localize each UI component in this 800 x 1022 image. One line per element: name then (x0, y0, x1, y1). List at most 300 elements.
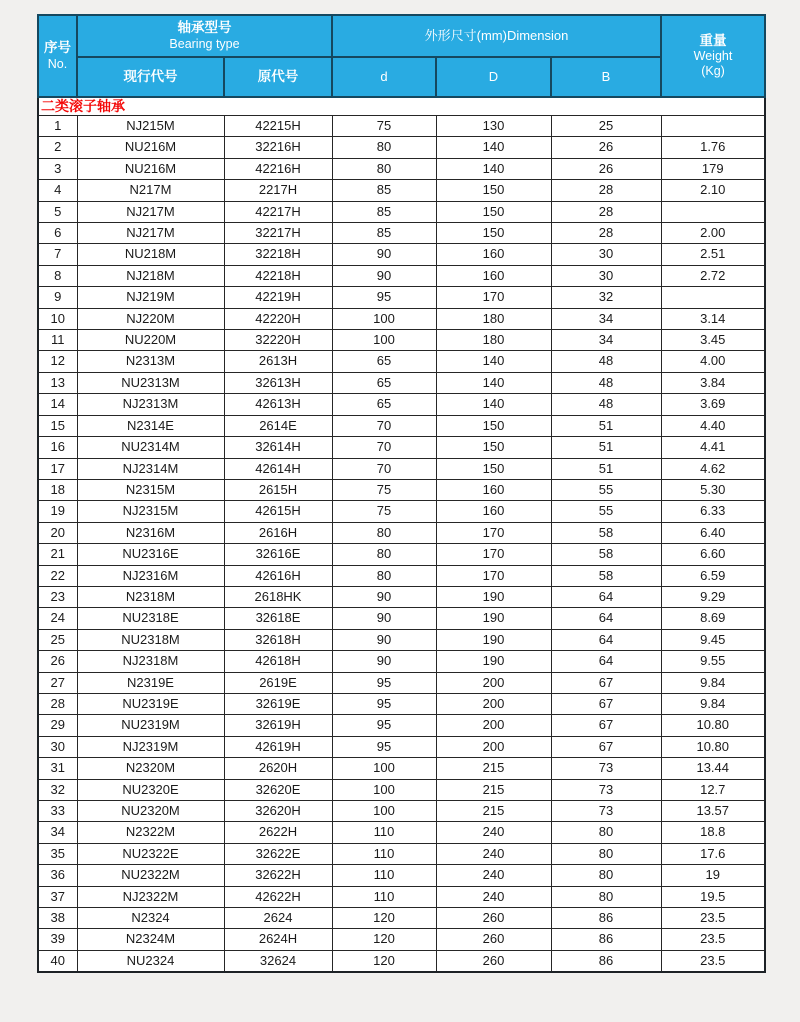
table-row (38, 950, 765, 972)
B-cell: 48 (551, 351, 661, 372)
D-cell: 140 (436, 158, 551, 179)
D-cell: 140 (436, 137, 551, 158)
d-cell: 120 (332, 908, 436, 929)
table-row (38, 437, 765, 458)
D-cell: 150 (436, 415, 551, 436)
no-cell: 31 (38, 758, 77, 779)
no-cell: 36 (38, 865, 77, 886)
D-cell: 150 (436, 437, 551, 458)
no-cell: 39 (38, 929, 77, 950)
current-code-cell: NU2320M (77, 801, 224, 822)
weight-cell: 17.6 (661, 843, 765, 864)
weight-cell: 9.55 (661, 651, 765, 672)
no-cell: 20 (38, 522, 77, 543)
old-code-cell: 2217H (224, 180, 332, 201)
B-cell: 26 (551, 137, 661, 158)
D-cell: 200 (436, 672, 551, 693)
B-cell: 32 (551, 287, 661, 308)
table-row (38, 651, 765, 672)
header-weight (661, 15, 765, 97)
current-code-cell: N2319E (77, 672, 224, 693)
current-code-cell: NJ2318M (77, 651, 224, 672)
no-cell: 16 (38, 437, 77, 458)
B-cell: 64 (551, 629, 661, 650)
header-weight-zh: 重量 (699, 32, 727, 48)
old-code-cell: 2620H (224, 758, 332, 779)
current-code-cell: NU2319E (77, 693, 224, 714)
old-code-cell: 42216H (224, 158, 332, 179)
current-code-cell: NJ2322M (77, 886, 224, 907)
D-cell: 190 (436, 608, 551, 629)
table-body (38, 97, 765, 972)
weight-cell: 23.5 (661, 929, 765, 950)
weight-cell: 3.69 (661, 394, 765, 415)
d-cell: 95 (332, 672, 436, 693)
B-cell: 58 (551, 522, 661, 543)
B-cell: 51 (551, 437, 661, 458)
old-code-cell: 2624 (224, 908, 332, 929)
D-cell: 180 (436, 330, 551, 351)
no-cell: 12 (38, 351, 77, 372)
B-cell: 58 (551, 565, 661, 586)
old-code-cell: 42615H (224, 501, 332, 522)
old-code-cell: 32613H (224, 372, 332, 393)
D-cell: 170 (436, 565, 551, 586)
no-cell: 24 (38, 608, 77, 629)
d-cell: 80 (332, 522, 436, 543)
weight-cell: 6.59 (661, 565, 765, 586)
no-cell: 38 (38, 908, 77, 929)
weight-cell: 2.00 (661, 223, 765, 244)
weight-cell: 18.8 (661, 822, 765, 843)
B-cell: 80 (551, 865, 661, 886)
old-code-cell: 2615H (224, 479, 332, 500)
B-cell: 64 (551, 608, 661, 629)
table-row (38, 351, 765, 372)
current-code-cell: N2316M (77, 522, 224, 543)
no-cell: 1 (38, 116, 77, 137)
current-code-cell: NU2313M (77, 372, 224, 393)
weight-cell: 4.41 (661, 437, 765, 458)
no-cell: 4 (38, 180, 77, 201)
no-cell: 29 (38, 715, 77, 736)
old-code-cell: 32618E (224, 608, 332, 629)
old-code-cell: 42219H (224, 287, 332, 308)
old-code-cell: 42619H (224, 736, 332, 757)
header-bearing-type-en: Bearing type (169, 36, 240, 51)
old-code-cell: 32620H (224, 801, 332, 822)
header-no (38, 15, 77, 97)
current-code-cell: NJ2316M (77, 565, 224, 586)
table-row (38, 908, 765, 929)
B-cell: 30 (551, 244, 661, 265)
table-row (38, 715, 765, 736)
header-bearing-type-zh: 轴承型号 (177, 20, 232, 36)
D-cell: 200 (436, 736, 551, 757)
weight-cell: 4.00 (661, 351, 765, 372)
d-cell: 85 (332, 201, 436, 222)
d-cell: 70 (332, 458, 436, 479)
table-row (38, 501, 765, 522)
old-code-cell: 42218H (224, 265, 332, 286)
B-cell: 86 (551, 929, 661, 950)
d-cell: 95 (332, 693, 436, 714)
d-cell: 65 (332, 394, 436, 415)
header-current-code: 现行代号 (77, 57, 224, 97)
B-cell: 73 (551, 779, 661, 800)
old-code-cell: 42217H (224, 201, 332, 222)
table-row (38, 458, 765, 479)
d-cell: 110 (332, 822, 436, 843)
old-code-cell: 42220H (224, 308, 332, 329)
weight-cell: 19 (661, 865, 765, 886)
current-code-cell: NU2318E (77, 608, 224, 629)
no-cell: 5 (38, 201, 77, 222)
d-cell: 85 (332, 223, 436, 244)
current-code-cell: NU2319M (77, 715, 224, 736)
no-cell: 26 (38, 651, 77, 672)
d-cell: 80 (332, 544, 436, 565)
d-cell: 70 (332, 437, 436, 458)
B-cell: 73 (551, 801, 661, 822)
table-row (38, 265, 765, 286)
no-cell: 21 (38, 544, 77, 565)
header-dimension: 外形尺寸(mm)Dimension (332, 15, 661, 57)
B-cell: 80 (551, 822, 661, 843)
B-cell: 48 (551, 372, 661, 393)
B-cell: 67 (551, 715, 661, 736)
weight-cell: 9.45 (661, 629, 765, 650)
old-code-cell: 42622H (224, 886, 332, 907)
current-code-cell: NJ217M (77, 201, 224, 222)
d-cell: 95 (332, 715, 436, 736)
no-cell: 33 (38, 801, 77, 822)
current-code-cell: NJ220M (77, 308, 224, 329)
D-cell: 180 (436, 308, 551, 329)
old-code-cell: 32619E (224, 693, 332, 714)
weight-cell: 9.29 (661, 586, 765, 607)
old-code-cell: 32616E (224, 544, 332, 565)
no-cell: 3 (38, 158, 77, 179)
old-code-cell: 2624H (224, 929, 332, 950)
no-cell: 30 (38, 736, 77, 757)
d-cell: 110 (332, 865, 436, 886)
old-code-cell: 2614E (224, 415, 332, 436)
table-row (38, 608, 765, 629)
no-cell: 19 (38, 501, 77, 522)
old-code-cell: 42616H (224, 565, 332, 586)
B-cell: 67 (551, 736, 661, 757)
old-code-cell: 42215H (224, 116, 332, 137)
D-cell: 190 (436, 629, 551, 650)
no-cell: 11 (38, 330, 77, 351)
bearing-spec-table (37, 14, 766, 973)
no-cell: 17 (38, 458, 77, 479)
table-row (38, 758, 765, 779)
B-cell: 28 (551, 201, 661, 222)
no-cell: 23 (38, 586, 77, 607)
table-row (38, 287, 765, 308)
weight-cell: 3.45 (661, 330, 765, 351)
weight-cell: 23.5 (661, 908, 765, 929)
no-cell: 6 (38, 223, 77, 244)
table-row (38, 693, 765, 714)
current-code-cell: NJ2314M (77, 458, 224, 479)
table-row (38, 137, 765, 158)
weight-cell: 9.84 (661, 672, 765, 693)
B-cell: 51 (551, 458, 661, 479)
weight-cell: 1.76 (661, 137, 765, 158)
B-cell: 64 (551, 586, 661, 607)
current-code-cell: N2320M (77, 758, 224, 779)
B-cell: 48 (551, 394, 661, 415)
D-cell: 240 (436, 865, 551, 886)
d-cell: 90 (332, 608, 436, 629)
table-row (38, 223, 765, 244)
B-cell: 58 (551, 544, 661, 565)
old-code-cell: 2618HK (224, 586, 332, 607)
table-header (38, 15, 765, 97)
D-cell: 215 (436, 779, 551, 800)
no-cell: 2 (38, 137, 77, 158)
D-cell: 260 (436, 929, 551, 950)
table-row (38, 929, 765, 950)
current-code-cell: N2314E (77, 415, 224, 436)
table-row (38, 779, 765, 800)
table-row (38, 822, 765, 843)
current-code-cell: NU2322M (77, 865, 224, 886)
current-code-cell: NU2324 (77, 950, 224, 972)
current-code-cell: NJ219M (77, 287, 224, 308)
B-cell: 86 (551, 908, 661, 929)
table-row (38, 308, 765, 329)
table-row (38, 116, 765, 137)
current-code-cell: N2318M (77, 586, 224, 607)
table-row (38, 565, 765, 586)
table-row (38, 201, 765, 222)
old-code-cell: 32614H (224, 437, 332, 458)
no-cell: 37 (38, 886, 77, 907)
header-D: D (436, 57, 551, 97)
old-code-cell: 32220H (224, 330, 332, 351)
D-cell: 170 (436, 522, 551, 543)
current-code-cell: NU2316E (77, 544, 224, 565)
B-cell: 55 (551, 479, 661, 500)
table-row (38, 479, 765, 500)
d-cell: 100 (332, 758, 436, 779)
B-cell: 86 (551, 950, 661, 972)
weight-cell: 2.51 (661, 244, 765, 265)
header-weight-unit: (Kg) (701, 64, 725, 79)
current-code-cell: NU216M (77, 158, 224, 179)
d-cell: 120 (332, 929, 436, 950)
current-code-cell: N2322M (77, 822, 224, 843)
header-B: B (551, 57, 661, 97)
D-cell: 150 (436, 458, 551, 479)
D-cell: 140 (436, 351, 551, 372)
weight-cell: 12.7 (661, 779, 765, 800)
D-cell: 160 (436, 501, 551, 522)
weight-cell: 5.30 (661, 479, 765, 500)
current-code-cell: NJ2315M (77, 501, 224, 522)
no-cell: 10 (38, 308, 77, 329)
D-cell: 160 (436, 479, 551, 500)
d-cell: 65 (332, 372, 436, 393)
current-code-cell: NJ2313M (77, 394, 224, 415)
D-cell: 190 (436, 586, 551, 607)
B-cell: 67 (551, 672, 661, 693)
no-cell: 8 (38, 265, 77, 286)
D-cell: 260 (436, 950, 551, 972)
d-cell: 95 (332, 287, 436, 308)
no-cell: 13 (38, 372, 77, 393)
current-code-cell: NU220M (77, 330, 224, 351)
d-cell: 110 (332, 843, 436, 864)
old-code-cell: 32618H (224, 629, 332, 650)
D-cell: 215 (436, 758, 551, 779)
B-cell: 55 (551, 501, 661, 522)
D-cell: 260 (436, 908, 551, 929)
d-cell: 90 (332, 265, 436, 286)
D-cell: 240 (436, 822, 551, 843)
d-cell: 90 (332, 244, 436, 265)
section-row (38, 97, 765, 116)
D-cell: 200 (436, 693, 551, 714)
d-cell: 100 (332, 779, 436, 800)
D-cell: 140 (436, 372, 551, 393)
weight-cell: 19.5 (661, 886, 765, 907)
d-cell: 90 (332, 651, 436, 672)
D-cell: 150 (436, 223, 551, 244)
old-code-cell: 42618H (224, 651, 332, 672)
d-cell: 75 (332, 479, 436, 500)
old-code-cell: 32620E (224, 779, 332, 800)
current-code-cell: NU218M (77, 244, 224, 265)
D-cell: 240 (436, 843, 551, 864)
table-row (38, 394, 765, 415)
table-row (38, 244, 765, 265)
current-code-cell: NU2320E (77, 779, 224, 800)
weight-cell (661, 287, 765, 308)
d-cell: 110 (332, 886, 436, 907)
weight-cell: 179 (661, 158, 765, 179)
current-code-cell: NU2314M (77, 437, 224, 458)
D-cell: 170 (436, 544, 551, 565)
no-cell: 14 (38, 394, 77, 415)
old-code-cell: 2616H (224, 522, 332, 543)
table-row (38, 158, 765, 179)
old-code-cell: 32218H (224, 244, 332, 265)
table-row (38, 586, 765, 607)
weight-cell: 8.69 (661, 608, 765, 629)
old-code-cell: 42613H (224, 394, 332, 415)
D-cell: 200 (436, 715, 551, 736)
old-code-cell: 42614H (224, 458, 332, 479)
header-bearing-type (77, 15, 332, 57)
B-cell: 80 (551, 886, 661, 907)
no-cell: 35 (38, 843, 77, 864)
header-no-zh: 序号 (44, 40, 71, 56)
weight-cell: 13.57 (661, 801, 765, 822)
d-cell: 90 (332, 629, 436, 650)
no-cell: 34 (38, 822, 77, 843)
d-cell: 80 (332, 137, 436, 158)
B-cell: 73 (551, 758, 661, 779)
table-row (38, 180, 765, 201)
D-cell: 215 (436, 801, 551, 822)
D-cell: 240 (436, 886, 551, 907)
table-row (38, 886, 765, 907)
no-cell: 7 (38, 244, 77, 265)
no-cell: 9 (38, 287, 77, 308)
table-row (38, 415, 765, 436)
current-code-cell: NU2318M (77, 629, 224, 650)
B-cell: 30 (551, 265, 661, 286)
no-cell: 28 (38, 693, 77, 714)
old-code-cell: 32622E (224, 843, 332, 864)
B-cell: 64 (551, 651, 661, 672)
table-row (38, 672, 765, 693)
weight-cell: 6.40 (661, 522, 765, 543)
D-cell: 130 (436, 116, 551, 137)
B-cell: 28 (551, 223, 661, 244)
D-cell: 140 (436, 394, 551, 415)
weight-cell (661, 116, 765, 137)
current-code-cell: NU216M (77, 137, 224, 158)
B-cell: 25 (551, 116, 661, 137)
table-row (38, 843, 765, 864)
d-cell: 80 (332, 158, 436, 179)
table-row (38, 522, 765, 543)
header-no-en: No. (47, 56, 68, 71)
current-code-cell: NU2322E (77, 843, 224, 864)
B-cell: 67 (551, 693, 661, 714)
current-code-cell: N2324 (77, 908, 224, 929)
no-cell: 27 (38, 672, 77, 693)
d-cell: 95 (332, 736, 436, 757)
weight-cell (661, 201, 765, 222)
no-cell: 32 (38, 779, 77, 800)
d-cell: 100 (332, 308, 436, 329)
current-code-cell: NJ2319M (77, 736, 224, 757)
old-code-cell: 32622H (224, 865, 332, 886)
weight-cell: 9.84 (661, 693, 765, 714)
d-cell: 100 (332, 330, 436, 351)
no-cell: 15 (38, 415, 77, 436)
D-cell: 160 (436, 244, 551, 265)
B-cell: 34 (551, 330, 661, 351)
d-cell: 75 (332, 116, 436, 137)
d-cell: 100 (332, 801, 436, 822)
no-cell: 18 (38, 479, 77, 500)
header-d: d (332, 57, 436, 97)
table-row (38, 372, 765, 393)
old-code-cell: 2619E (224, 672, 332, 693)
header-weight-en: Weight (693, 48, 733, 63)
d-cell: 65 (332, 351, 436, 372)
weight-cell: 4.40 (661, 415, 765, 436)
D-cell: 190 (436, 651, 551, 672)
current-code-cell: N2313M (77, 351, 224, 372)
weight-cell: 3.84 (661, 372, 765, 393)
d-cell: 80 (332, 565, 436, 586)
weight-cell: 13.44 (661, 758, 765, 779)
old-code-cell: 32217H (224, 223, 332, 244)
table-row (38, 736, 765, 757)
old-code-cell: 32619H (224, 715, 332, 736)
current-code-cell: N217M (77, 180, 224, 201)
weight-cell: 23.5 (661, 950, 765, 972)
